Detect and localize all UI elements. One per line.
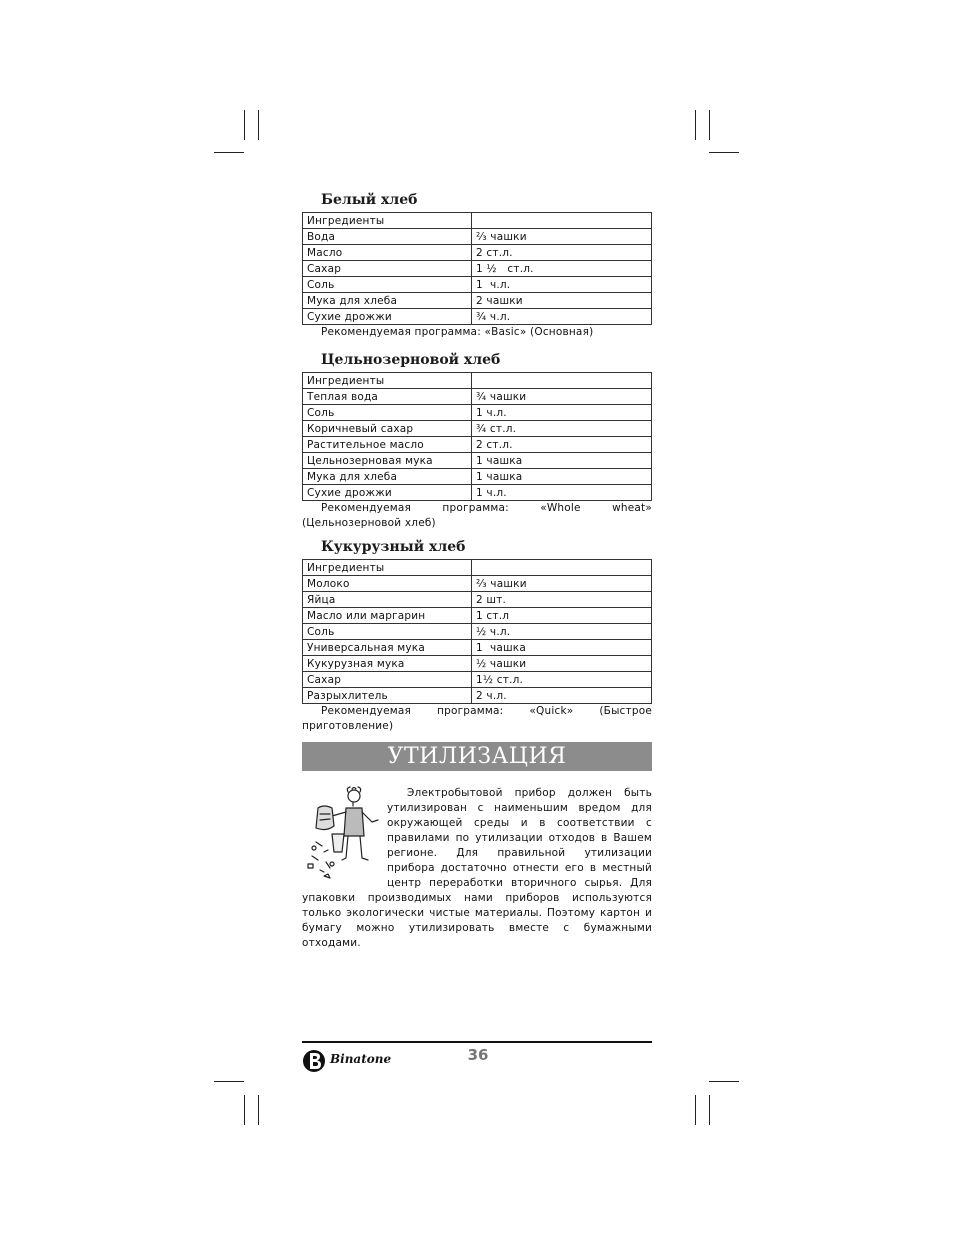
crop-mark — [258, 110, 259, 140]
table-row — [303, 485, 652, 501]
recipe-corn-bread — [302, 537, 652, 737]
recycling-man-illustration — [302, 786, 384, 880]
ingredient-amount: 1 ½ ст.л. — [472, 261, 652, 277]
ingredient-name: Молоко — [303, 576, 472, 592]
ingredient-name: Мука для хлеба — [303, 469, 472, 485]
ingredient-name: Мука для хлеба — [303, 293, 472, 309]
table-header-cell — [472, 213, 652, 229]
ingredient-amount: ¾ ч.л. — [472, 309, 652, 325]
ingredients-table — [302, 559, 652, 704]
table-header-cell — [472, 560, 652, 576]
ingredient-amount: 2 шт. — [472, 592, 652, 608]
ingredient-name: Соль — [303, 624, 472, 640]
ingredient-amount: ¾ ст.л. — [472, 421, 652, 437]
table-row — [303, 245, 652, 261]
table-row — [303, 592, 652, 608]
table-header-cell: Ингредиенты — [303, 560, 472, 576]
disposal-section — [302, 786, 652, 951]
table-row — [303, 624, 652, 640]
ingredient-name: Соль — [303, 405, 472, 421]
ingredient-amount: 1 ч.л. — [472, 485, 652, 501]
ingredient-name: Масло или маргарин — [303, 608, 472, 624]
ingredient-amount: 1 чашка — [472, 640, 652, 656]
crop-mark — [709, 1081, 739, 1082]
recommended-program: Рекомендуемая программа: «Whole wheat» (Цельнозерновой хлеб) — [302, 502, 652, 529]
ingredient-name: Масло — [303, 245, 472, 261]
table-header-row — [303, 213, 652, 229]
ingredient-amount: ¾ чашки — [472, 389, 652, 405]
table-row — [303, 389, 652, 405]
table-row — [303, 421, 652, 437]
table-row — [303, 453, 652, 469]
ingredient-amount: 2 чашки — [472, 293, 652, 309]
crop-mark — [214, 152, 244, 153]
ingredient-name: Универсальная мука — [303, 640, 472, 656]
table-row — [303, 469, 652, 485]
recipe-whole-wheat-bread — [302, 350, 652, 535]
table-row — [303, 261, 652, 277]
recipe-title: Белый хлеб — [321, 192, 418, 208]
table-row — [303, 405, 652, 421]
recipe-title: Цельнозерновой хлеб — [321, 352, 501, 368]
recommended-program: Рекомендуемая программа: «Quick» (Быстрое приготовление) — [302, 705, 652, 732]
ingredient-amount: 1 чашка — [472, 469, 652, 485]
ingredient-amount: ²⁄₃ чашки — [472, 576, 652, 592]
crop-mark — [244, 1095, 245, 1125]
recipe-title: Кукурузный хлеб — [321, 539, 466, 555]
ingredient-name: Сухие дрожжи — [303, 309, 472, 325]
ingredient-name: Яйца — [303, 592, 472, 608]
table-row — [303, 688, 652, 704]
ingredient-amount: 1 ч.л. — [472, 277, 652, 293]
ingredient-name: Соль — [303, 277, 472, 293]
ingredient-name: Теплая вода — [303, 389, 472, 405]
footer-divider — [302, 1041, 652, 1043]
ingredient-amount: ½ ч.л. — [472, 624, 652, 640]
disposal-text: Электробытовой прибор должен быть утилизирован с наименьшим вредом для окружающей среды и в соответствии с правилами по утилизации отходов в Вашем регионе. Для правильной утилизации прибора достаточно отнести его в местный центр переработки вторичного сырья. Для упаковки производимых нами приборов используются только экологически чистые материалы. Поэтому картон и бумагу можно утилизировать вместе с бумажными отходами. — [302, 787, 652, 949]
table-header-cell: Ингредиенты — [303, 373, 472, 389]
crop-mark — [695, 110, 696, 140]
ingredient-name: Сахар — [303, 261, 472, 277]
ingredient-amount: ²⁄₃ чашки — [472, 229, 652, 245]
ingredient-amount: 1 чашка — [472, 453, 652, 469]
table-header-cell: Ингредиенты — [303, 213, 472, 229]
table-row — [303, 229, 652, 245]
crop-mark — [258, 1095, 259, 1125]
crop-mark — [709, 152, 739, 153]
table-row — [303, 640, 652, 656]
table-row — [303, 608, 652, 624]
table-header-cell — [472, 373, 652, 389]
ingredient-amount: ½ чашки — [472, 656, 652, 672]
table-header-row — [303, 560, 652, 576]
table-row — [303, 576, 652, 592]
table-row — [303, 656, 652, 672]
ingredient-name: Растительное масло — [303, 437, 472, 453]
ingredient-amount: 1 ч.л. — [472, 405, 652, 421]
ingredient-amount: 2 ст.л. — [472, 437, 652, 453]
ingredient-name: Коричневый сахар — [303, 421, 472, 437]
ingredient-name: Сухие дрожжи — [303, 485, 472, 501]
recommended-program: Рекомендуемая программа: «Basic» (Основная) — [321, 326, 594, 338]
table-header-row — [303, 373, 652, 389]
table-row — [303, 437, 652, 453]
crop-mark — [709, 1095, 710, 1125]
crop-mark — [695, 1095, 696, 1125]
ingredient-name: Разрыхлитель — [303, 688, 472, 704]
ingredient-amount: 1½ ст.л. — [472, 672, 652, 688]
ingredient-amount: 1 ст.л — [472, 608, 652, 624]
ingredient-name: Цельнозерновая мука — [303, 453, 472, 469]
page-number: 36 — [467, 1046, 489, 1064]
table-row — [303, 672, 652, 688]
crop-mark — [244, 110, 245, 140]
crop-mark — [214, 1081, 244, 1082]
table-row — [303, 293, 652, 309]
ingredient-name: Сахар — [303, 672, 472, 688]
recipe-white-bread — [302, 190, 652, 345]
ingredient-amount: 2 ст.л. — [472, 245, 652, 261]
table-row — [303, 309, 652, 325]
ingredient-name: Вода — [303, 229, 472, 245]
disposal-heading: УТИЛИЗАЦИЯ — [302, 742, 652, 771]
brand-name: Binatone — [330, 1052, 392, 1066]
ingredients-table — [302, 212, 652, 325]
ingredients-table — [302, 372, 652, 501]
table-row — [303, 277, 652, 293]
ingredient-name: Кукурузная мука — [303, 656, 472, 672]
crop-mark — [709, 110, 710, 140]
ingredient-amount: 2 ч.л. — [472, 688, 652, 704]
recipes-section — [302, 190, 652, 737]
